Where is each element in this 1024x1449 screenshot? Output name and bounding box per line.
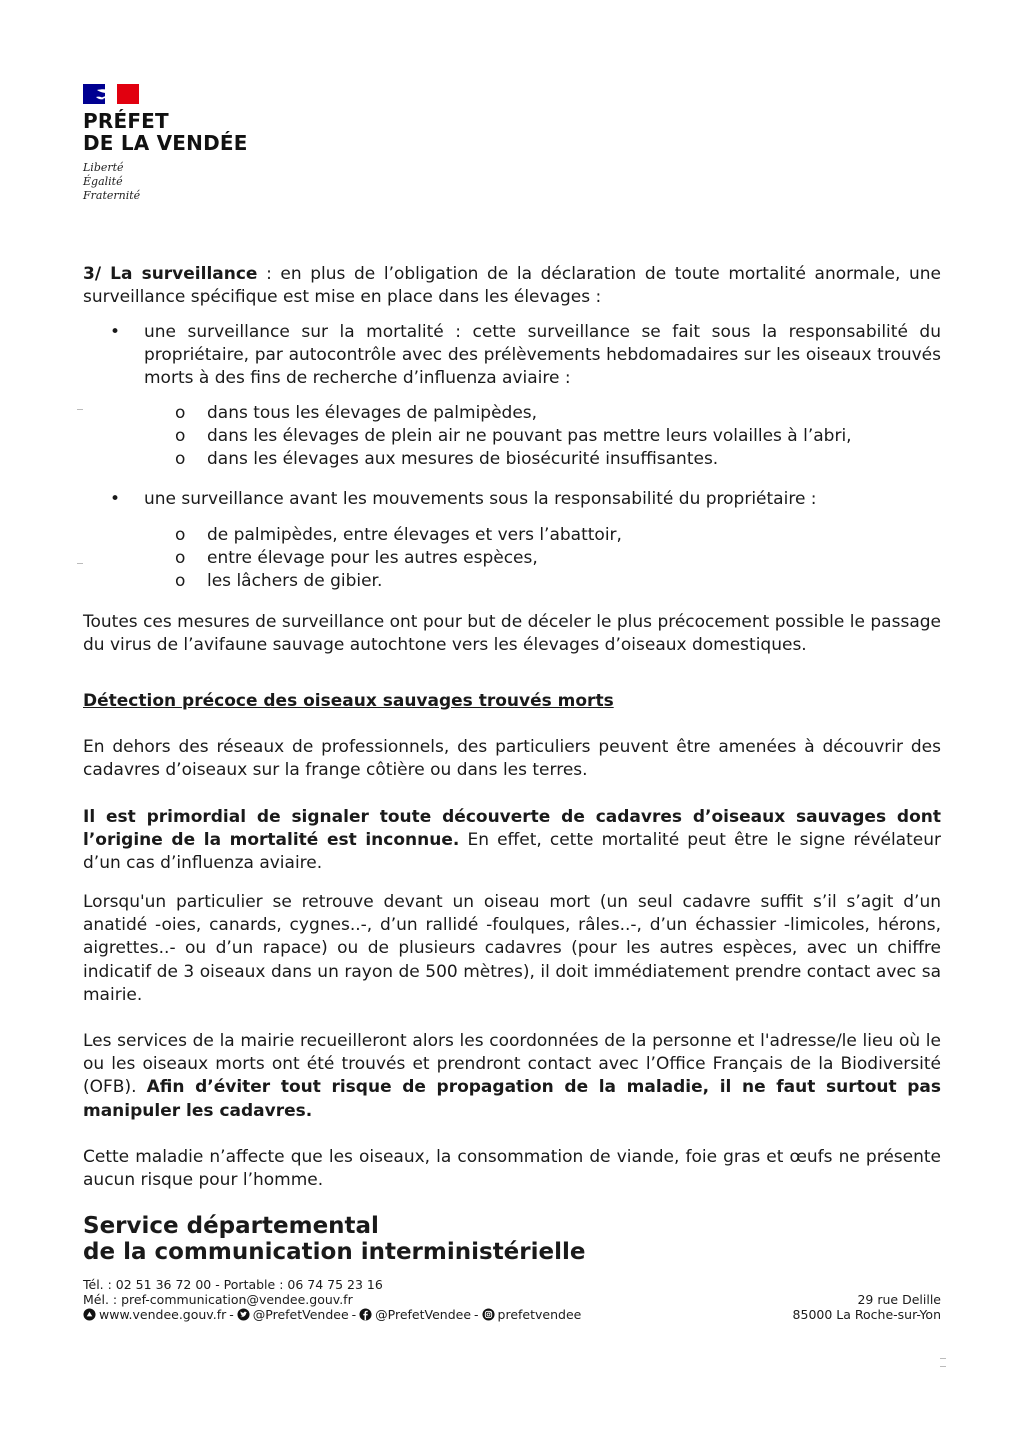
list-item (175, 524, 941, 547)
list-item-text: entre élevage pour les autres espèces, (207, 548, 538, 569)
contact-email[interactable]: Mél. : pref-communication@vendee.gouv.fr (83, 1292, 353, 1307)
list-item (175, 547, 941, 570)
list-item (175, 402, 941, 425)
detection-paragraph-4-text: Les services de la mairie recueilleront alors les coordonnées de la personne et l'adresse/le lieu où le ou les oiseaux morts ont été trouvés et prendront contact avec l’Office Français de la Biodiversité (OFB). (83, 1031, 941, 1098)
prefect-title-line1: PRÉFET (83, 109, 169, 133)
bullet-movements-text: une surveillance avant les mouvements sous la responsabilité du propriétaire : (144, 489, 817, 509)
sub-bullet: o (175, 403, 186, 423)
detection-paragraph-5: Cette maladie n’affecte que les oiseaux, la consommation de viande, foie gras et œufs ne présente aucun risque pour l’homme. (83, 1147, 941, 1191)
prefect-title-line2: DE LA VENDÉE (83, 131, 248, 155)
list-item (175, 570, 941, 593)
movements-sublist (175, 524, 941, 594)
margin-tick (77, 409, 83, 410)
facebook-handle[interactable]: @PrefetVendee (375, 1307, 472, 1322)
service-title (83, 1213, 585, 1265)
margin-tick (77, 563, 83, 564)
twitter-icon (237, 1308, 250, 1321)
list-item-text: dans les élevages aux mesures de biosécurité insuffisantes. (207, 449, 719, 470)
detection-important-notice: Il est primordial de signaler toute découverte de cadavres d’oiseaux sauvages dont l’origine de la mortalité est inconnue. (83, 807, 941, 851)
bullet-movements (110, 488, 941, 511)
website-link[interactable]: www.vendee.gouv.fr (99, 1307, 227, 1322)
surveillance-intro-text: : en plus de l’obligation de la déclaration de toute mortalité anormale, une surveillance spécifique est mise en place dans les élevages : (83, 264, 941, 308)
list-item-text: de palmipèdes, entre élevages et vers l’abattoir, (207, 525, 622, 545)
sub-bullet: o (175, 571, 186, 592)
prefect-title (83, 110, 248, 154)
postal-address (793, 1292, 941, 1322)
service-title-line1: Service départemental (83, 1213, 379, 1239)
list-item (175, 425, 941, 448)
sub-bullet: o (175, 426, 186, 447)
motto-fraternite: Fraternité (83, 189, 141, 202)
bullet-mortality (110, 321, 941, 391)
instagram-handle[interactable]: prefetvendee (497, 1307, 582, 1322)
separator: - (351, 1307, 357, 1322)
address-street: 29 rue Delille (857, 1292, 941, 1307)
sub-bullet: o (175, 548, 186, 569)
detection-paragraph-3: Lorsqu'un particulier se retrouve devant un oiseau mort (un seul cadavre suffit s’il s’agit d’un anatidé -oies, canards, cygnes..-, d’un rallidé -foulques, râles..-, d’un échassier -limicoles, hérons, aigrettes..- ou d’un rapace) ou de plusieurs cadavres (pour les autres espèces, avec un chiffre indicatif de 3 oiseaux dans un rayon de 500 mètres), il doit immédiatement prendre contact avec sa mairie. (83, 892, 941, 1005)
website-icon (83, 1308, 96, 1321)
address-city: 85000 La Roche-sur-Yon (792, 1307, 941, 1322)
bullet-dot: • (110, 489, 121, 509)
list-item (175, 448, 941, 471)
surveillance-conclusion: Toutes ces mesures de surveillance ont pour but de déceler le plus précocement possible le passage du virus de l’avifaune sauvage autochtone vers les élevages d’oiseaux domestiques. (83, 612, 941, 656)
separator: - (229, 1307, 234, 1322)
list-item-text: dans tous les élevages de palmipèdes, (207, 403, 538, 423)
margin-tick (940, 1366, 946, 1367)
surveillance-label: 3/ La surveillance (83, 264, 258, 284)
detection-paragraph-1: En dehors des réseaux de professionnels, des particuliers peuvent être amenées à découvrir des cadavres d’oiseaux sur la frange côtière ou dans les terres. (83, 737, 941, 781)
contact-block (83, 1277, 581, 1322)
detection-paragraph-2-rest: En effet, cette mortalité peut être le signe révélateur d’un cas d’influenza aviaire. (83, 830, 941, 874)
instagram-icon (482, 1308, 495, 1321)
service-title-line2: de la communication interministérielle (83, 1239, 586, 1265)
detection-heading: Détection précoce des oiseaux sauvages trouvés morts (83, 691, 614, 711)
bullet-mortality-text: une surveillance sur la mortalité : cette surveillance se fait sous la responsabilité du propriétaire, par autocontrôle avec des prélèvements hebdomadaires sur les oiseaux trouvés morts à des fins de recherche d’influenza aviaire : (144, 322, 941, 389)
republic-motto (83, 161, 140, 203)
margin-tick (940, 1358, 946, 1359)
detection-paragraph-4 (83, 1030, 941, 1123)
twitter-handle[interactable]: @PrefetVendee (252, 1307, 349, 1322)
detection-paragraph-2 (83, 806, 941, 876)
motto-egalite: Égalité (83, 175, 123, 188)
sub-bullet: o (175, 525, 186, 545)
list-item-text: dans les élevages de plein air ne pouvant pas mettre leurs volailles à l’abri, (207, 426, 852, 447)
detection-warning: Afin d’éviter tout risque de propagation de la maladie, il ne faut surtout pas manipuler les cadavres. (83, 1077, 941, 1121)
mortality-sublist (175, 402, 941, 472)
contact-phone: Tél. : 02 51 36 72 00 - Portable : 06 74 75 23 16 (83, 1277, 383, 1292)
surveillance-intro (83, 263, 941, 309)
separator: - (474, 1307, 479, 1322)
bullet-dot: • (110, 322, 121, 342)
facebook-icon (359, 1308, 372, 1321)
social-links (83, 1307, 581, 1322)
sub-bullet: o (175, 449, 186, 470)
list-item-text: les lâchers de gibier. (207, 571, 383, 592)
motto-liberte: Liberté (83, 161, 124, 174)
marianne-logo (83, 84, 139, 104)
